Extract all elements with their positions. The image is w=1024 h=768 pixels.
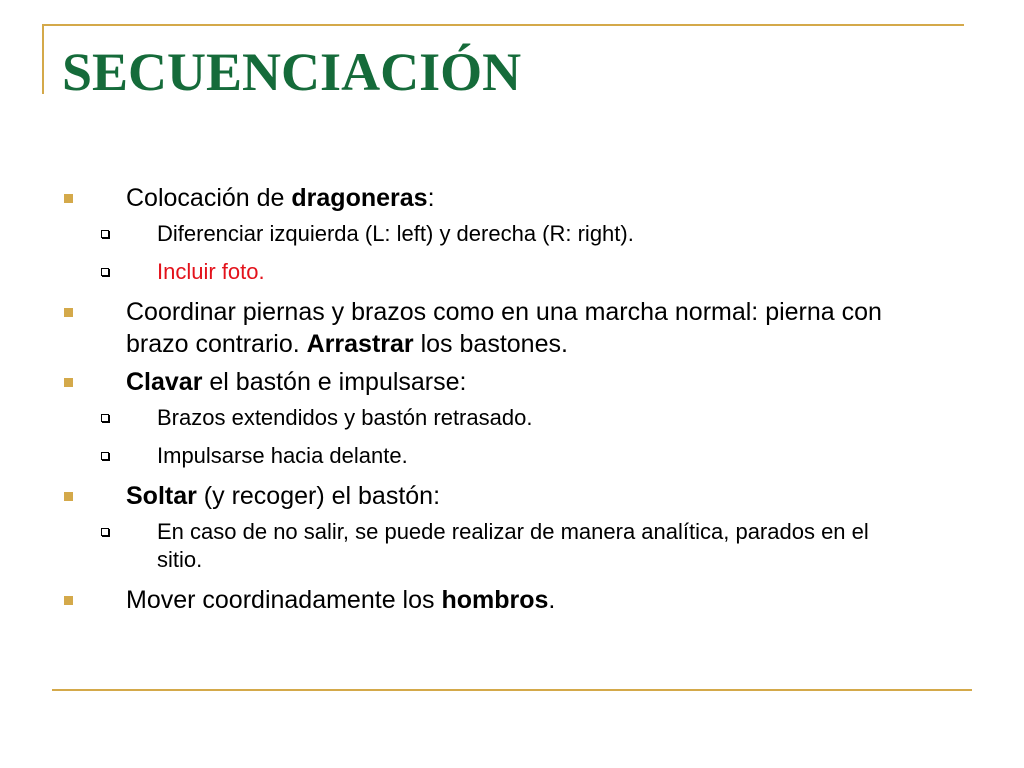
sub-bullet-item — [0, 442, 917, 470]
hollow-square-bullet-icon — [101, 268, 109, 276]
bullet-text: Mover coordinadamente los — [126, 586, 442, 614]
square-bullet-icon — [64, 378, 73, 387]
bullet-text: . — [548, 586, 556, 614]
bullet-bold-text: Clavar — [126, 368, 203, 396]
bullet-text: el bastón e impulsarse: — [202, 368, 467, 396]
sub-bullet-text: Impulsarse hacia delante. — [157, 443, 408, 468]
bullet-item-coordinar — [0, 296, 906, 360]
bullet-item-hombros — [0, 584, 906, 616]
sub-bullet-item-highlight — [0, 258, 917, 286]
bullet-text: : — [427, 184, 435, 212]
bullet-bold-text: hombros — [441, 586, 549, 614]
bullet-item-dragoneras — [0, 182, 906, 214]
sub-bullet-text: Brazos extendidos y bastón retrasado. — [157, 405, 533, 430]
bullet-item-clavar — [0, 366, 906, 398]
bullet-bold-text: Soltar — [126, 482, 197, 510]
bullet-item-soltar — [0, 480, 906, 512]
square-bullet-icon — [64, 308, 73, 317]
square-bullet-icon — [64, 492, 73, 501]
sub-bullet-item — [0, 404, 917, 432]
bullet-text: los bastones. — [413, 330, 568, 358]
sub-bullet-text: Diferenciar izquierda (L: left) y derecha (R: right). — [157, 221, 634, 246]
bottom-border-line — [52, 689, 972, 691]
bullet-bold-text: Arrastrar — [306, 330, 414, 358]
square-bullet-icon — [64, 194, 73, 203]
left-border-line — [42, 24, 44, 94]
sub-bullet-item — [0, 220, 917, 248]
slide-title: SECUENCIACIÓN — [62, 42, 522, 102]
hollow-square-bullet-icon — [101, 230, 109, 238]
bullet-text: Colocación de — [126, 184, 292, 212]
sub-bullet-text: Incluir foto. — [157, 259, 265, 284]
hollow-square-bullet-icon — [101, 452, 109, 460]
bullet-list — [0, 182, 1024, 622]
hollow-square-bullet-icon — [101, 528, 109, 536]
sub-bullet-text: En caso de no salir, se puede realizar de manera analítica, parados en el sitio. — [157, 519, 869, 572]
square-bullet-icon — [64, 596, 73, 605]
hollow-square-bullet-icon — [101, 414, 109, 422]
bullet-text: Coordinar piernas y brazos como en una marcha normal: pierna con brazo contrario. — [126, 298, 882, 358]
sub-bullet-item — [0, 518, 917, 574]
bullet-bold-text: dragoneras — [291, 184, 428, 212]
bullet-text: (y recoger) el bastón: — [196, 482, 441, 510]
top-border-line — [42, 24, 964, 26]
